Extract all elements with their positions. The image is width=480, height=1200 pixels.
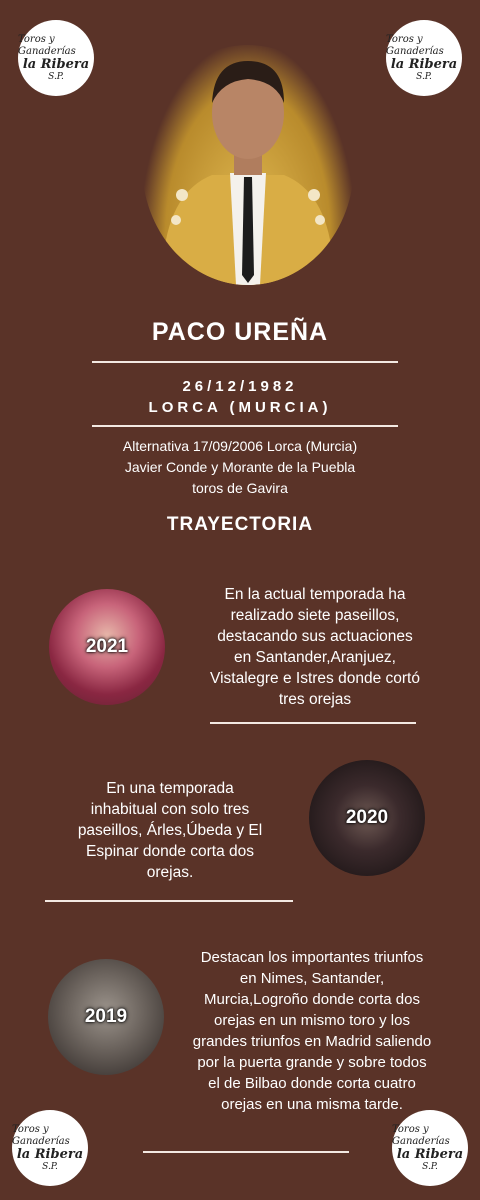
logo-bottom-right — [392, 1110, 468, 1186]
year-label: 2020 — [345, 807, 389, 828]
description-line: Espinar donde corta dos — [85, 843, 255, 860]
description-line: el de Bilbao donde corta cuatro — [208, 1075, 416, 1092]
divider — [92, 361, 398, 363]
alternativa-line: Javier Conde y Morante de la Puebla — [124, 459, 356, 475]
trayectoria-heading: TRAYECTORIA — [166, 514, 314, 535]
portrait-illustration — [142, 45, 354, 285]
year-label: 2019 — [84, 1006, 128, 1027]
logo-text-line3: S.P. — [416, 72, 432, 82]
logo-text-line2: la Ribera — [390, 57, 458, 72]
logo-text-line2: la Ribera — [396, 1147, 464, 1162]
description-line: Murcia,Logroño donde corta dos — [204, 991, 420, 1008]
description-line: tres orejas — [278, 691, 352, 708]
description-line: Vistalegre e Istres donde cortó — [210, 670, 420, 687]
ornament — [171, 215, 181, 225]
logo-top-left — [18, 20, 94, 96]
description-line: orejas en una misma tarde. — [221, 1096, 403, 1113]
year-badge-2019 — [48, 959, 164, 1075]
year-description-2019 — [170, 947, 454, 1115]
description-line: En una temporada — [106, 780, 234, 797]
year-description-2021 — [180, 584, 450, 710]
description-line: inhabitual con solo tres — [90, 801, 250, 818]
logo-top-right — [386, 20, 462, 96]
alternativa-line: Alternativa 17/09/2006 Lorca (Murcia) — [122, 438, 358, 454]
ornament — [176, 189, 188, 201]
description-line: en Santander,Aranjuez, — [233, 649, 396, 666]
description-line: orejas. — [146, 864, 194, 881]
year-badge-2021 — [49, 589, 165, 705]
logo-text-line3: S.P. — [422, 1162, 438, 1172]
description-line: destacando sus actuaciones — [217, 628, 413, 645]
logo-text-line1: Toros y Ganaderías — [392, 1124, 450, 1147]
logo-text-line3: S.P. — [42, 1162, 58, 1172]
divider — [143, 1151, 349, 1153]
description-line: en Nimes, Santander, — [239, 970, 385, 987]
description-line: grandes triunfos en Madrid saliendo — [192, 1033, 432, 1050]
description-line: por la puerta grande y sobre todos — [197, 1054, 427, 1071]
logo-text-line1: Toros y Ganaderías — [12, 1124, 70, 1147]
logo-bottom-left — [12, 1110, 88, 1186]
logo-text-line2: la Ribera — [22, 57, 90, 72]
ornament — [308, 189, 320, 201]
torero-name: PACO UREÑA — [151, 318, 329, 346]
year-description-2020 — [45, 778, 295, 883]
description-line: En la actual temporada ha — [224, 586, 406, 603]
description-line: paseillos, Árles,Úbeda y El — [77, 822, 263, 839]
portrait-photo — [142, 45, 354, 285]
logo-text-line1: Toros y Ganaderías — [386, 34, 444, 57]
logo-text-line1: Toros y Ganaderías — [18, 34, 76, 57]
year-label: 2021 — [85, 636, 129, 657]
tie — [242, 177, 254, 283]
birth-date: 26/12/1982 — [182, 378, 298, 395]
divider — [210, 722, 416, 724]
divider — [92, 425, 398, 427]
description-line: realizado siete paseillos, — [230, 607, 400, 624]
year-badge-2020 — [309, 760, 425, 876]
divider — [45, 900, 293, 902]
birth-place: LORCA (MURCIA) — [148, 399, 332, 416]
description-line: Destacan los importantes triunfos — [200, 949, 424, 966]
description-line: orejas en un mismo toro y los — [214, 1012, 410, 1029]
logo-text-line2: la Ribera — [16, 1147, 84, 1162]
ornament — [315, 215, 325, 225]
alternativa-line: toros de Gavira — [192, 480, 288, 496]
alternativa-info — [0, 436, 480, 499]
logo-text-line3: S.P. — [48, 72, 64, 82]
